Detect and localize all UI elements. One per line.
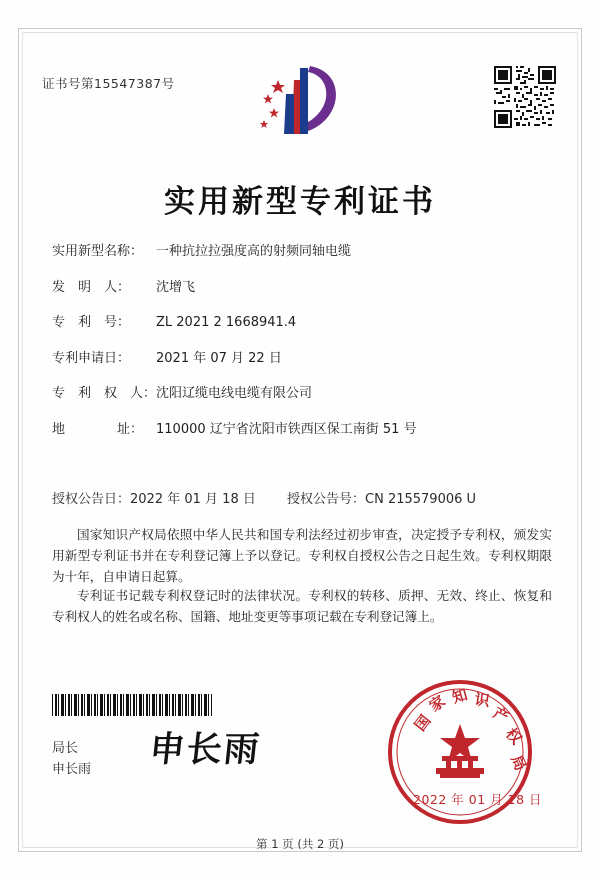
page-title: 实用新型专利证书 (164, 184, 436, 220)
signature-name: 申长雨 (52, 762, 92, 777)
svg-text:国: 国 (410, 711, 435, 735)
field-row (52, 240, 552, 259)
seal-date: 2022 年 01 月 18 日 (413, 792, 542, 807)
certificate-number: 证书号第15547387号 (42, 76, 175, 91)
field-label-name: 实用新型名称： (52, 244, 144, 259)
grant-number-label: 授权公告号： (287, 492, 366, 507)
grant-date (52, 488, 287, 507)
svg-text:产: 产 (490, 703, 512, 727)
svg-text:识: 识 (473, 690, 491, 711)
handwritten-signature: 申长雨 (147, 729, 263, 770)
barcode (52, 694, 212, 716)
patent-office-logo (248, 62, 352, 138)
field-value-patentee: 沈阳辽缆电线电缆有限公司 (156, 386, 313, 401)
field-value-inventor: 沈增飞 (156, 279, 196, 295)
field-label-application-date: 专利申请日： (52, 350, 131, 366)
field-value-application-date: 2021 年 07 月 22 日 (156, 350, 282, 366)
body-paragraph-2: 专利证书记载专利权登记时的法律状况。专利权的转移、质押、无效、终止、恢复和专利权人的姓名或名称、国籍、地址变更等事项记载在专利登记簿上。 (52, 588, 552, 624)
field-value-address: 110000 辽宁省沈阳市铁西区保工南街 51 号 (156, 421, 417, 437)
field-label-address: 地 址： (52, 421, 144, 437)
svg-text:家: 家 (425, 691, 449, 716)
field-label-patentee: 专 利 权 人： (52, 386, 157, 401)
qr-code (494, 66, 556, 128)
field-value-patent-number: ZL 2021 2 1668941.4 (156, 315, 297, 330)
field-row (52, 382, 552, 401)
svg-text:局: 局 (507, 752, 530, 774)
page-footer: 第 1 页 (共 2 页) (256, 837, 344, 851)
field-row (52, 418, 552, 437)
field-label-inventor: 发 明 人： (52, 279, 131, 295)
svg-text:权: 权 (502, 724, 526, 748)
grant-date-value: 2022 年 01 月 18 日 (130, 492, 256, 507)
grant-number (287, 488, 562, 507)
grant-number-value: CN 215579006 U (365, 492, 477, 507)
field-row (52, 311, 552, 330)
field-list (52, 240, 552, 453)
field-value-name: 一种抗拉拉强度高的射频同轴电缆 (156, 244, 352, 259)
field-label-patent-number: 专 利 号： (52, 315, 131, 330)
svg-text:知: 知 (450, 685, 470, 707)
grant-date-label: 授权公告日： (52, 492, 131, 507)
signature-block (52, 738, 91, 780)
signature-role: 局长 (52, 741, 79, 756)
grant-announcement-row (52, 488, 562, 507)
field-row (52, 347, 552, 366)
field-row (52, 276, 552, 295)
body-paragraph-1: 国家知识产权局依照中华人民共和国专利法经过初步审查，决定授予专利权，颁发实用新型专利证书并在专利登记簿上予以登记。专利权自授权公告之日起生效。专利权期限为十年，自申请日起算。 (52, 527, 552, 584)
